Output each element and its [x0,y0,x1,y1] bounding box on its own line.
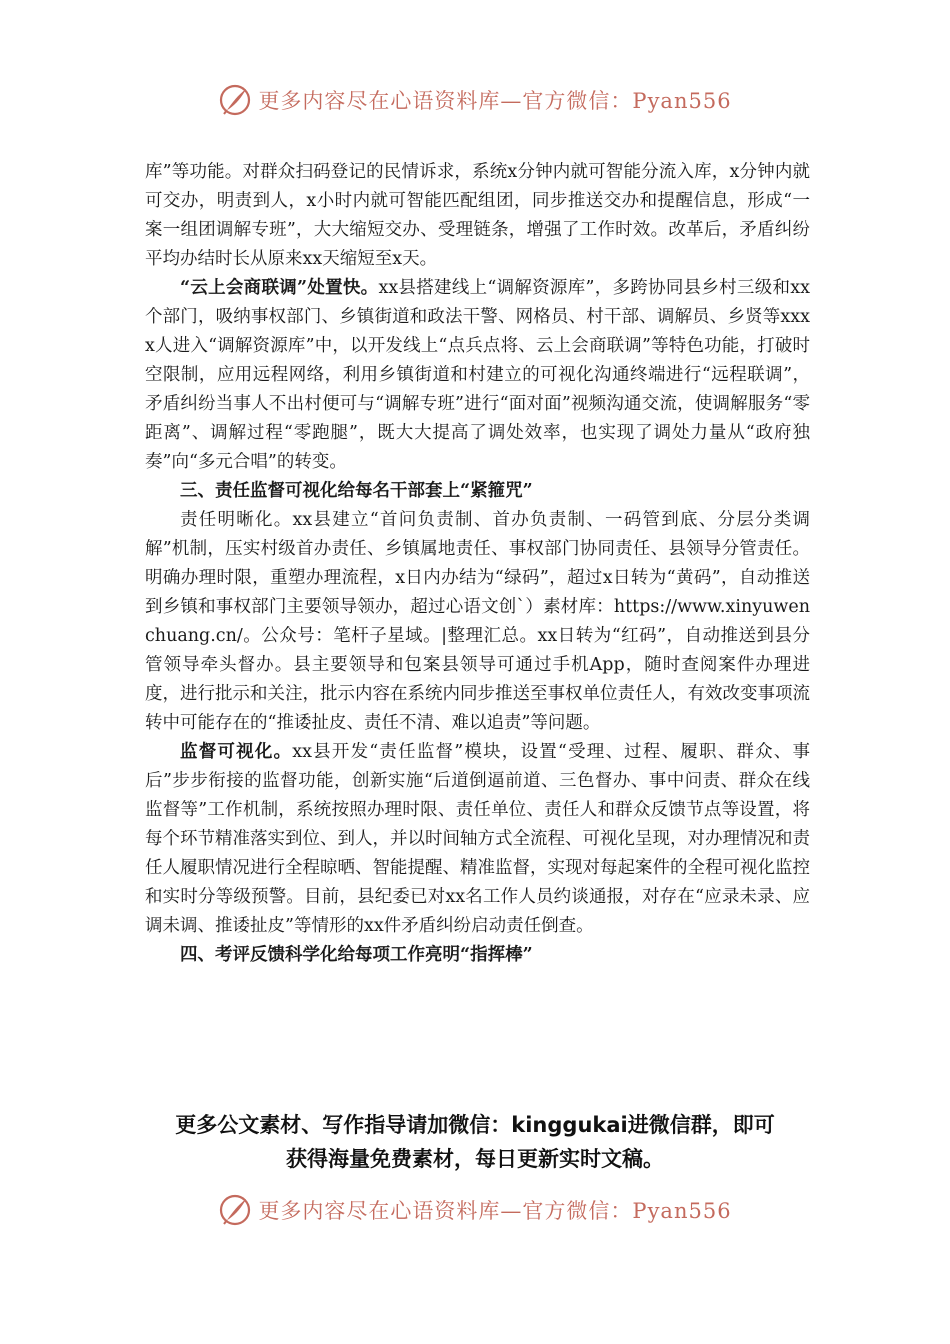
footer-banner-text: 更多内容尽在心语资料库—官方微信：Pyan556 [258,1199,732,1223]
paragraph-supervision-lead: 监督可视化。 [180,742,293,762]
promo-note-line-2: 获得海量免费素材，每日更新实时文稿。 [286,1147,664,1171]
quill-pen-icon [218,83,252,117]
promo-note-line-1: 更多公文素材、写作指导请加微信：kinggukai进微信群，即可 [175,1113,775,1137]
promo-note [0,1108,950,1176]
paragraph-supervision-body: xx县开发“责任监督”模块，设置“受理、过程、履职、群众、事后”步步衔接的监督功能，创新实施“后道倒逼前道、三色督办、事中问责、群众在线监督等”工作机制，系统按照办理时限、责任单位、责任人和群众反馈节点等设置，将每个环节精准落实到位、到人，并以时间轴方式全流程、可视化呈现，对办理情况和责任人履职情况进行全程晾晒、智能提醒、精准监督，实现对每起案件的全程可视化监控和实时分等级预警。目前，县纪委已对xx名工作人员约谈通报，对存在“应录未录、应调未调、推诿扯皮”等情形的xx件矛盾纠纷启动责任倒查。 [145,742,811,936]
header-banner [0,80,950,120]
paragraph-cloud-mediation-lead: “云上会商联调”处置快。 [180,278,379,298]
document-body [145,158,810,970]
paragraph-cloud-mediation-body: xx县搭建线上“调解资源库”，多跨协同县乡村三级和xx个部门，吸纳事权部门、乡镇街道和政法干警、网格员、村干部、调解员、乡贤等xxxx人进入“调解资源库”中，以开发线上“点兵点将、云上会商联调”等特色功能，打破时空限制，应用远程网络，利用乡镇街道和村建立的可视化沟通终端进行“远程联调”，矛盾纠纷当事人不出村便可与“调解专班”进行“面对面”视频沟通交流，使调解服务“零距离”、调解过程“零跑腿”，既大大提高了调处效率，也实现了调处力量从“政府独奏”向“多元合唱”的转变。 [145,278,810,472]
header-banner-text: 更多内容尽在心语资料库—官方微信：Pyan556 [258,89,732,113]
paragraph-cloud-mediation [145,274,810,477]
paragraph-responsibility: 责任明晰化。xx县建立“首问负责制、首办负责制、一码管到底、分层分类调解”机制，压实村级首办责任、乡镇属地责任、事权部门协同责任、县领导分管责任。明确办理时限，重塑办理流程，x日内办结为“绿码”，超过x日转为“黄码”，自动推送到乡镇和事权部门主要领导领办，超过心语文创`）素材库：https://www.xinyuwenchuang.cn/。公众号：笔杆子星域。|整理汇总。xx日转为“红码”，自动推送到县分管领导牵头督办。县主要领导和包案县领导可通过手机App，随时查阅案件办理进度，进行批示和关注，批示内容在系统内同步推送至事权单位责任人，有效改变事项流转中可能存在的“推诿扯皮、责任不清、难以追责”等问题。 [145,510,810,733]
section-heading-3: 三、责任监督可视化给每名干部套上“紧箍咒” [180,481,533,501]
paragraph-supervision [145,738,810,941]
section-heading-4: 四、考评反馈科学化给每项工作亮明“指挥棒” [180,945,533,965]
quill-pen-icon [218,1193,252,1227]
footer-banner [0,1190,950,1230]
paragraph-continuation: 库”等功能。对群众扫码登记的民情诉求，系统x分钟内就可智能分流入库，x分钟内就可交办，明责到人，x小时内就可智能匹配组团，同步推送交办和提醒信息，形成“一案一组团调解专班”，大大缩短交办、受理链条，增强了工作时效。改革后，矛盾纠纷平均办结时长从原来xx天缩短至x天。 [145,162,810,269]
